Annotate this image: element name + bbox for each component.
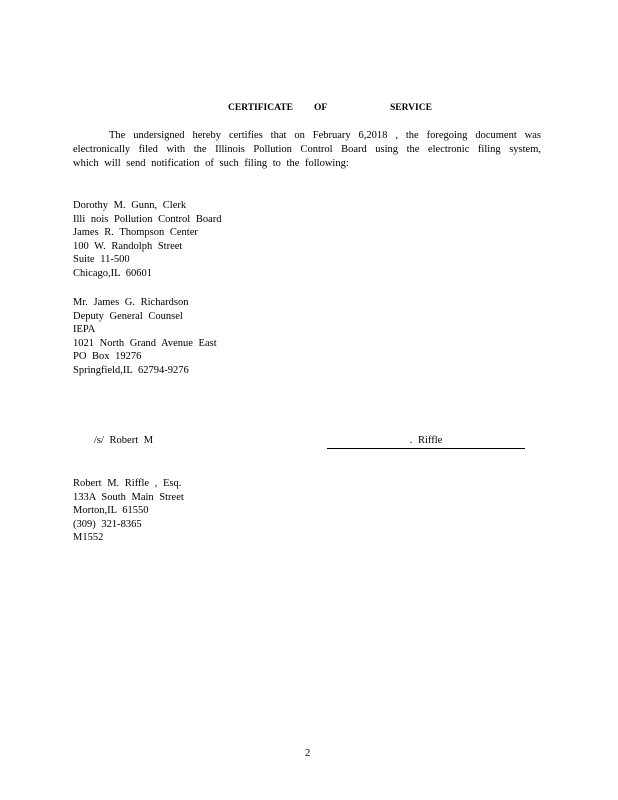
address-line: James R. Thompson Center xyxy=(73,227,198,239)
signer-line: Morton,IL 61550 xyxy=(73,505,149,517)
title-part-service: SERVICE xyxy=(390,103,432,113)
page-number: 2 xyxy=(305,748,311,759)
signature-right-text: . Riffle xyxy=(409,435,443,446)
title-part-of: OF xyxy=(314,103,328,113)
recipient-address-2 xyxy=(73,296,217,378)
signer-line: Robert M. Riffle , Esq. xyxy=(73,478,182,489)
signer-line: 133A South Main Street xyxy=(73,491,184,503)
document-title xyxy=(228,103,432,113)
paragraph-line-3: which will send notification of such filing to the following: xyxy=(73,158,349,169)
address-line: Springfield,IL 62794-9276 xyxy=(73,364,189,376)
address-line: Mr. James G. Richardson xyxy=(73,297,189,308)
address-line: Chicago,IL 60601 xyxy=(73,267,153,279)
address-line: IEPA xyxy=(73,324,96,336)
paragraph-line-2: electronically filed with the Illinois Pollution Control Board using the electronic filing system, xyxy=(73,144,541,155)
signature-left-text: /s/ Robert M xyxy=(94,435,154,446)
signer-line: (309) 321-8365 xyxy=(73,518,142,530)
signer-address xyxy=(73,477,184,545)
address-line: PO Box 19276 xyxy=(73,351,142,363)
address-line: Deputy General Counsel xyxy=(73,310,183,322)
recipient-address-1 xyxy=(73,199,222,281)
address-line: 100 W. Randolph Street xyxy=(73,240,183,252)
address-line: 1021 North Grand Avenue East xyxy=(73,337,217,349)
address-line: Illi nois Pollution Control Board xyxy=(73,213,222,225)
address-line: Suite 11-500 xyxy=(73,254,130,266)
address-line: Dorothy M. Gunn, Clerk xyxy=(73,200,187,211)
signature-line xyxy=(327,435,525,449)
signer-line: M1552 xyxy=(73,532,104,544)
certification-paragraph xyxy=(73,129,541,171)
title-part-certificate: CERTIFICATE xyxy=(228,103,293,113)
paragraph-line-1: The undersigned hereby certifies that on February 6,2018 , the foregoing document was xyxy=(109,130,541,141)
